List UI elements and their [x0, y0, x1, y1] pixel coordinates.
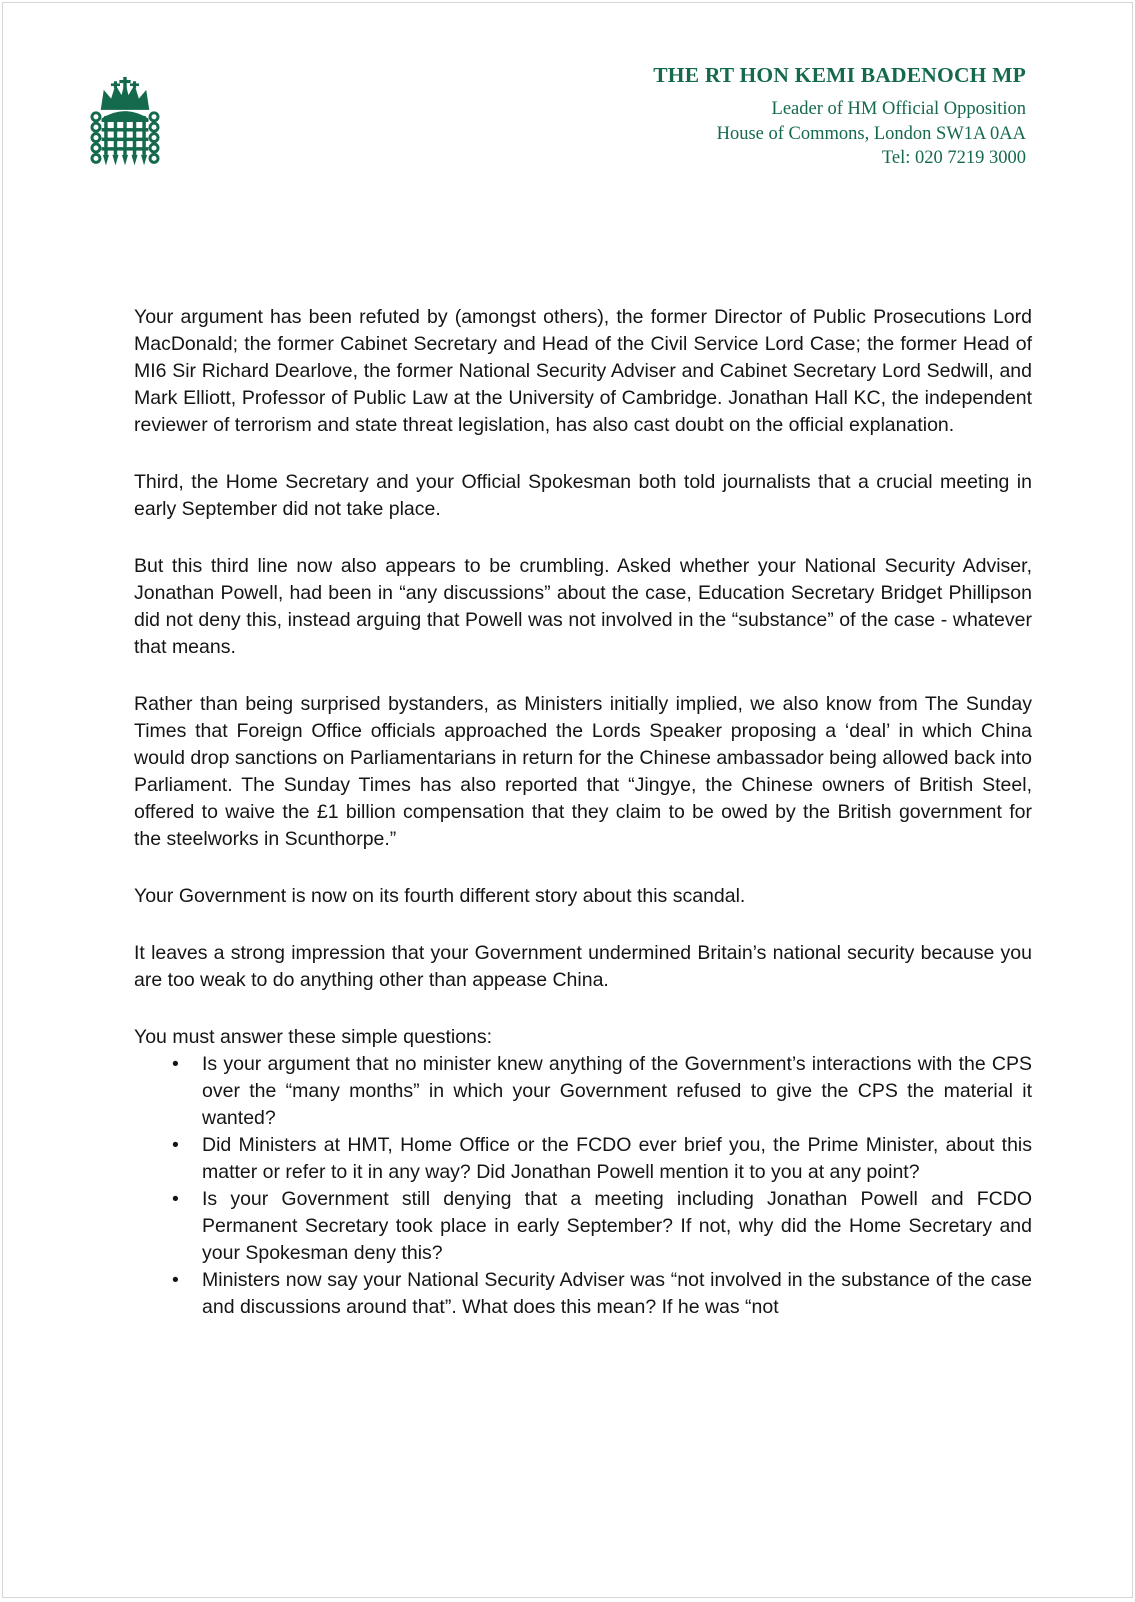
house-of-commons-portcullis-icon	[86, 75, 164, 169]
letterhead	[653, 63, 1026, 171]
paragraph-strong-impression: It leaves a strong impression that your Government undermined Britain’s national security because you are too weak to do anything other than appease China.	[134, 942, 1032, 991]
paragraph-crumbling: But this third line now also appears to be crumbling. Asked whether your National Security Adviser, Jonathan Powell, had been in “any discussions” about the case, Education Secretary Bridget Phillipson did not deny this, instead arguing that Powell was not involved in the “substance” of the case - whatever that means.	[134, 555, 1032, 658]
sender-address: House of Commons, London SW1A 0AA	[716, 123, 1026, 144]
letter-page	[2, 2, 1133, 1598]
sender-name: THE RT HON KEMI BADENOCH MP	[653, 63, 1026, 87]
question-item-cps: • Is your argument that no minister knew anything of the Government’s interactions with the CPS over the “many months” in which your Government refused to give the CPS the material it wanted?	[134, 1051, 1032, 1132]
sender-role: Leader of HM Official Opposition	[771, 99, 1026, 119]
question-item-substance: • Ministers now say your National Security Adviser was “not involved in the substance of the case and discussions around that”. What does this mean? If he was “not	[134, 1267, 1032, 1321]
paragraph-fourth-story: Your Government is now on its fourth different story about this scandal.	[134, 885, 746, 907]
question-item-briefing: • Did Ministers at HMT, Home Office or the FCDO ever brief you, the Prime Minister, about this matter or refer to it in any way? Did Jonathan Powell mention it to you at any point?	[134, 1132, 1032, 1186]
sender-phone: Tel: 020 7219 3000	[881, 148, 1026, 168]
letter-body	[134, 304, 1032, 1321]
paragraph-refuted-by: Your argument has been refuted by (amongst others), the former Director of Public Prosecutions Lord MacDonald; the former Cabinet Secretary and Head of the Civil Service Lord Case; the former Head of MI6 Sir Richard Dearlove, the former National Security Adviser and Cabinet Secretary Lord Sedwill, and Mark Elliott, Professor of Public Law at the University of Cambridge. Jonathan Hall KC, the independent reviewer of terrorism and state threat legislation, has also cast doubt on the official explanation.	[134, 306, 1032, 436]
questions-lead-in: You must answer these simple questions:	[134, 1026, 493, 1048]
paragraph-third-line: Third, the Home Secretary and your Official Spokesman both told journalists that a crucial meeting in early September did not take place.	[134, 471, 1032, 520]
paragraph-sunday-times: Rather than being surprised bystanders, as Ministers initially implied, we also know from The Sunday Times that Foreign Office officials approached the Lords Speaker proposing a ‘deal’ in which China would drop sanctions on Parliamentarians in return for the Chinese ambassador being allowed back into Parliament. The Sunday Times has also reported that “Jingye, the Chinese owners of British Steel, offered to waive the £1 billion compensation that they claim to be owed by the British government for the steelworks in Scunthorpe.”	[134, 693, 1032, 850]
questions-list	[134, 1051, 1032, 1321]
question-item-meeting-denial: • Is your Government still denying that a meeting including Jonathan Powell and FCDO Permanent Secretary took place in early September? If not, why did the Home Secretary and your Spokesman deny this?	[134, 1186, 1032, 1267]
